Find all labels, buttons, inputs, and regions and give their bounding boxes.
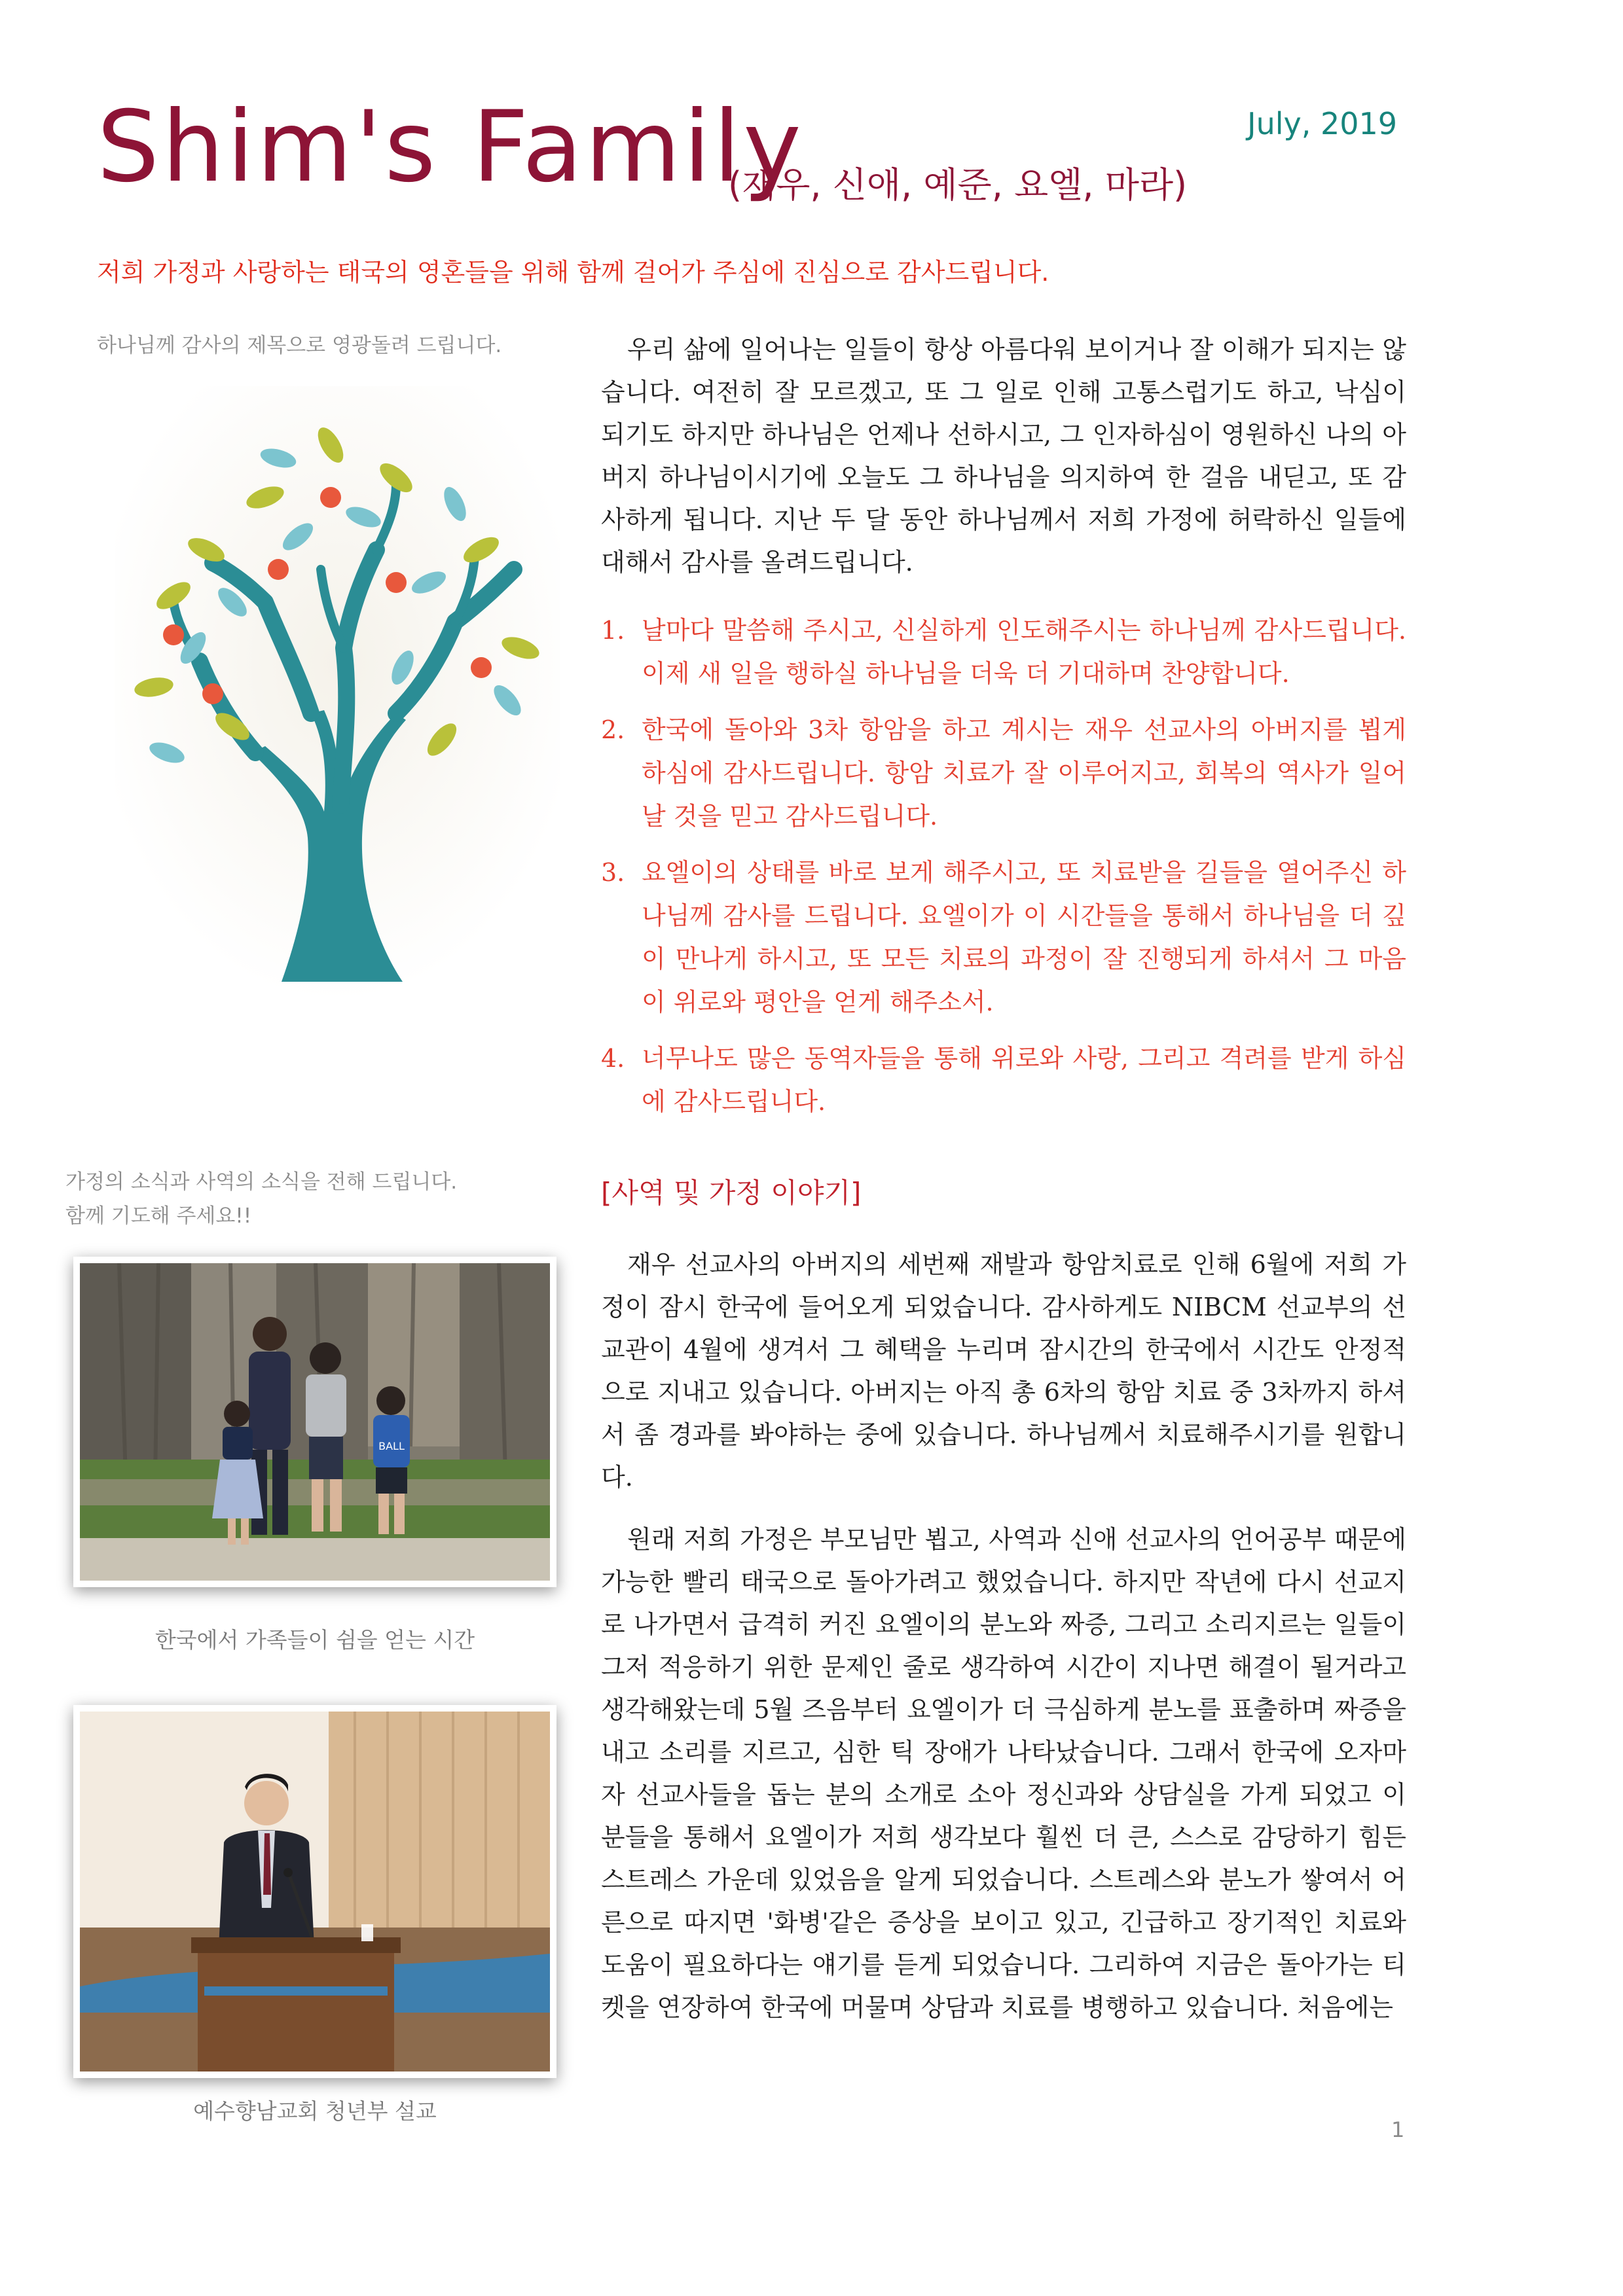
list-item-number: 1. (601, 616, 625, 645)
list-item-number: 4. (601, 1044, 625, 1073)
thanks-list (601, 609, 1406, 1136)
list-item-number: 3. (601, 858, 625, 887)
family-photo (73, 1257, 556, 1587)
list-item-text: 날마다 말씀해 주시고, 신실하게 인도해주시는 하나님께 감사드립니다. 이제 새 일을 행하실 하나님을 더욱 더 기대하며 찬양합니다. (642, 616, 1406, 688)
tree-icon (115, 386, 560, 1001)
news-paragraph-1: 재우 선교사의 아버지의 세번째 재발과 항암치료로 인해 6월에 저희 가정이 잠시 한국에 들어오게 되었습니다. 감사하게도 NIBCM 선교부의 선교관이 4월에 생겨서 그 혜택을 누리며 잠시간의 한국에서 시간도 안정적으로 지내고 있습니다. 아버지는 아직 총 6차의 항암 치료 중 3차까지 하셔서 좀 경과를 봐야하는 중에 있습니다. 하나님께서 치료해주시기를 원합니다. (601, 1250, 1406, 1492)
gratitude-line: 저희 가정과 사랑하는 태국의 영혼들을 위해 함께 걸어가 주심에 진심으로 감사드립니다. (97, 258, 1049, 287)
shirt-text: BALL (378, 1440, 405, 1452)
list-item-text: 한국에 돌아와 3차 항암을 하고 계시는 재우 선교사의 아버지를 뵙게 하심에 감사드립니다. 항암 치료가 잘 이루어지고, 회복의 역사가 일어날 것을 믿고 감사드립니다. (642, 715, 1406, 831)
family-photo-image (80, 1263, 550, 1581)
news-caption-line2: 함께 기도해 주세요!! (65, 1204, 252, 1228)
list-item (601, 1037, 1406, 1123)
list-item-text: 요엘이의 상태를 바로 보게 해주시고, 또 치료받을 길들을 열어주신 하나님께 감사를 드립니다. 요엘이가 이 시간들을 통해서 하나님을 더 깊이 만나게 하시고, 또 모든 치료의 과정이 잘 진행되게 하셔서 그 마음이 위로와 평안을 얻게 해주소서. (642, 858, 1406, 1016)
tree-illustration (115, 386, 560, 1001)
sermon-photo-caption: 예수향남교회 청년부 설교 (193, 2098, 437, 2124)
sermon-photo (73, 1705, 556, 2078)
list-item (601, 708, 1406, 838)
sermon-photo-image (80, 1712, 550, 2072)
section-title: [사역 및 가정 이야기] (601, 1177, 862, 1209)
list-item (601, 851, 1406, 1024)
list-item-text: 너무나도 많은 동역자들을 통해 위로와 사랑, 그리고 격려를 받게 하심에 감사드립니다. (642, 1044, 1406, 1116)
list-item-number: 2. (601, 715, 625, 744)
newsletter-date: July, 2019 (1247, 106, 1398, 141)
intro-side-caption: 하나님께 감사의 제목으로 영광돌려 드립니다. (97, 334, 502, 357)
news-side-caption (65, 1165, 563, 1233)
family-members: (재우, 신애, 예준, 요엘, 마라) (728, 164, 1188, 206)
news-paragraph-2: 원래 저희 가정은 부모님만 뵙고, 사역과 신애 선교사의 언어공부 때문에 가능한 빨리 태국으로 돌아가려고 했었습니다. 하지만 작년에 다시 선교지로 나가면서 급격히 커진 요엘이의 분노와 짜증, 그리고 소리지르는 일들이 그저 적응하기 위한 문제인 줄로 생각하여 시간이 지나면 해결이 될거라고 생각해왔는데 5월 즈음부터 요엘이가 더 극심하게 분노를 표출하며 짜증을 내고 소리를 지르고, 심한 틱 장애가 나타났습니다. 그래서 한국에 오자마자 선교사들을 돕는 분의 소개로 소아 정신과와 상담실을 가게 되었고 이 분들을 통해서 요엘이가 저희 생각보다 훨씬 더 큰, 스스로 감당하기 힘든 스트레스 가운데 있었음을 알게 되었습니다. 스트레스와 분노가 쌓여서 어른으로 따지면 '화병'같은 증상을 보이고 있고, 긴급하고 장기적인 치료와 도움이 필요하다는 얘기를 듣게 되었습니다. 그리하여 지금은 돌아가는 티켓을 연장하여 한국에 머물며 상담과 치료를 병행하고 있습니다. 처음에는 (601, 1525, 1406, 2022)
newsletter-title: Shim's Family (97, 90, 804, 204)
intro-paragraph: 우리 삶에 일어나는 일들이 항상 아름다워 보이거나 잘 이해가 되지는 않습니다. 여전히 잘 모르겠고, 또 그 일로 인해 고통스럽기도 하고, 낙심이 되기도 하지만 하나님은 언제나 선하시고, 그 인자하심이 영원하신 나의 아버지 하나님이시기에 오늘도 그 하나님을 의지하여 한 걸음 내딛고, 또 감사하게 됩니다. 지난 두 달 동안 하나님께서 저희 가정에 허락하신 일들에 대해서 감사를 올려드립니다. (601, 335, 1406, 577)
family-photo-caption: 한국에서 가족들이 쉼을 얻는 시간 (155, 1627, 475, 1653)
page-number: 1 (1391, 2117, 1405, 2142)
list-item (601, 609, 1406, 695)
news-caption-line1: 가정의 소식과 사역의 소식을 전해 드립니다. (65, 1170, 458, 1194)
